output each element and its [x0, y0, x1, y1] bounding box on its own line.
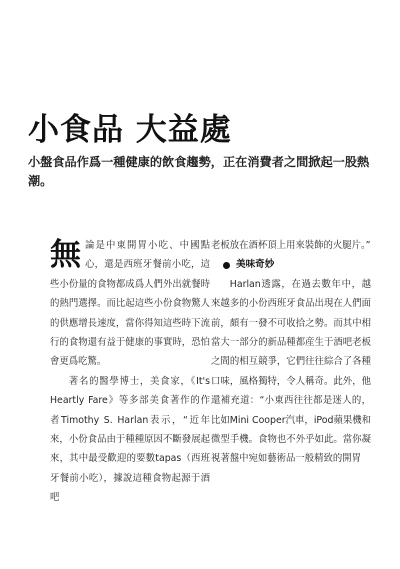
paragraph: 老板放在酒杯頂上用來裝飾的火腿片。”	[211, 240, 371, 251]
article-subtitle: 小盤食品作爲一種健康的飲食趨勢，正在消費者之間掀起一股熱潮。	[28, 155, 370, 188]
left-column	[50, 236, 210, 508]
paragraph	[50, 236, 210, 372]
section-heading	[223, 255, 371, 274]
paragraph-text: 論是中東開胃小吃、中國點心，還是西班牙餐前小吃，這些小份量的食物都成爲人們外出就餐時的熱門選擇。而比起這些小份食物驚人的供應增長速度，當你得知這些時下流行的食物還有益于健康的事實時，恐怕會更爲吃驚。	[50, 240, 210, 368]
bullet-icon	[223, 262, 230, 269]
article-title: 小食品 大益處	[28, 112, 232, 148]
paragraph: Harlan透露，在過去數年中，越來越多的小份西班牙食品出現在人們面前，頗有一發不可收拾之勢。而其中相當大一部分的新品種都産生于酒吧老板之間的相互競爭，它們往往綜合了各種口味，風格獨特，令人稱奇。此外，他還補充道：“小東西往往都是迷人的，比如Mini Cooper汽車，iPod蘋果機和微型手機。食物也不外乎如此。當你凝視著盤中宛如藝術品一般精致的開胃	[211, 278, 371, 465]
section-heading-text: 美味奇妙	[236, 259, 275, 271]
paragraph: 著名的醫學博士，美食家，《It's Heartly Fare》等多部美食著作的作者Timothy S. Harlan表示，“近年來，小份食品由于種種原因不斷發展起來，其中最受歡迎的要數tapas（西班牙餐前小吃），據說這種食物起源于酒吧	[50, 375, 210, 504]
right-column	[211, 236, 371, 469]
drop-cap: 無	[50, 237, 81, 273]
